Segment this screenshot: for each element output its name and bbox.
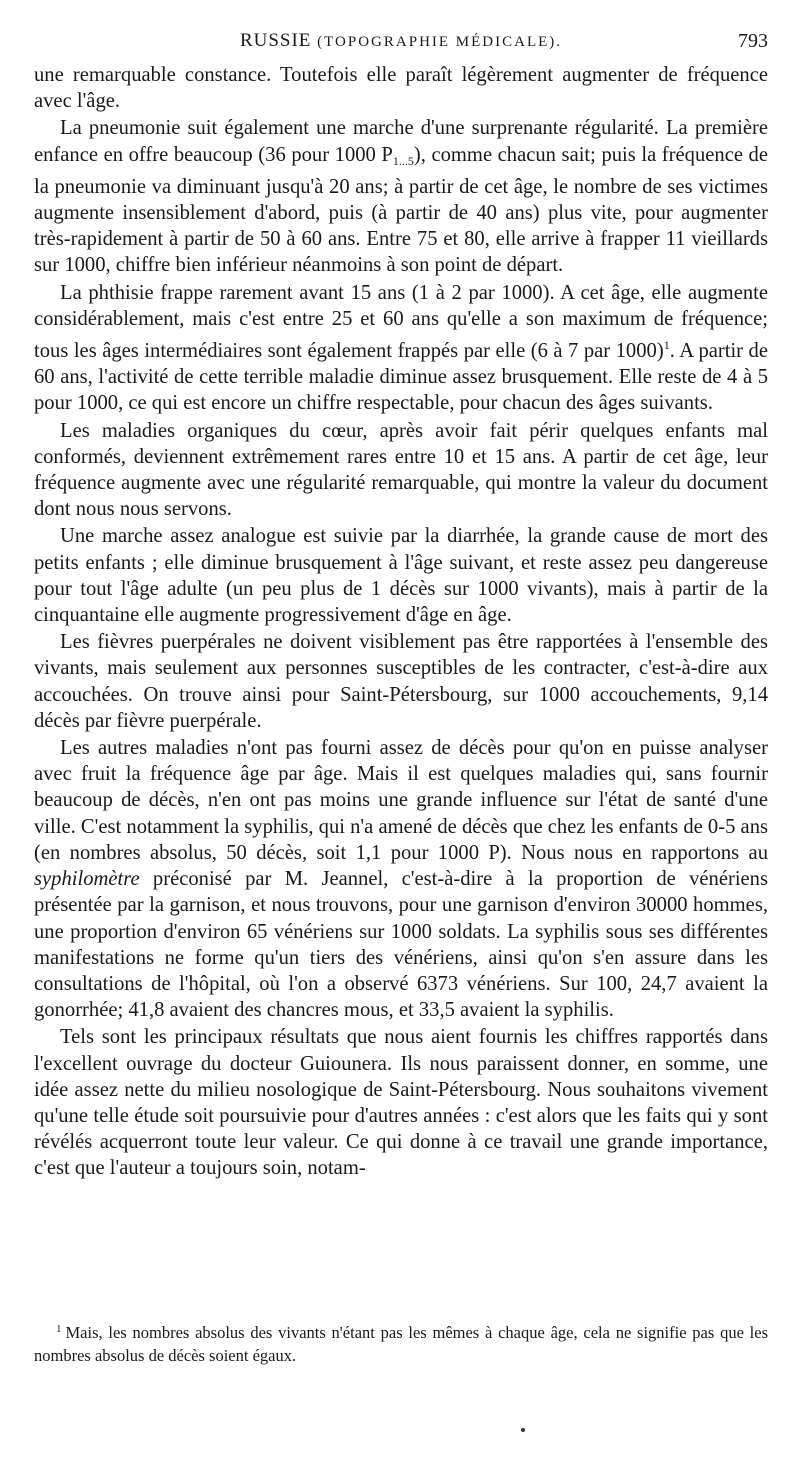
footnote-reference: 1 [663, 338, 670, 353]
footnote [34, 1318, 768, 1367]
paragraph-conclusion: Tels sont les principaux résultats que nous aient fournis les chiffres rapportés dans l'excellent ouvrage du docteur Guiounera. Ils nous paraissent donner, en somme, une idée assez nette du milieu nosologique de Saint-Pétersbourg. Nous souhaitons vivement qu'une telle étude soit poursuivie pour d'autres années : c'est alors que les faits qui y sont révélés acquerront toute leur valeur. Ce qui donne à ce travail une grande importance, c'est que l'auteur a toujours soin, notam- [34, 1026, 768, 1180]
print-dot-mark [521, 1428, 525, 1432]
page-number: 793 [738, 30, 768, 52]
running-title [34, 30, 768, 52]
italic-term-syphilometre: syphilomètre [34, 868, 140, 891]
paragraph-phthisie [34, 280, 768, 417]
paragraph-syphilis-part-b: préconisé par M. Jeannel, c'est-à-dire à la proportion de vénériens présentée par la garnison, et nous trouvons, pour une garnison d'environ 30000 hommes, une proportion d'environ 65 vénériens sur 1000 soldats. La syphilis sous ses différentes manifestations ne forme qu'un tiers des vénériens, ainsi qu'on s'en assure dans les consultations de l'hôpital, où l'on a observé 6373 vénériens. Sur 100, 24,7 avaient la gonorrhée; 41,8 avaient des chancres mous, et 33,5 avaient la syphilis. [34, 868, 768, 1022]
running-title-sub: (TOPOGRAPHIE MÉDICALE). [317, 34, 563, 50]
footnote-text: Mais, les nombres absolus des vivants n'étant pas les mêmes à chaque âge, cela ne signifie pas que les nombres absolus de décès soient égaux. [34, 1323, 768, 1365]
subscript-age-range: 1...5 [392, 153, 414, 168]
running-header [34, 28, 768, 58]
paragraph-phthisie-part-a: La phthisie frappe rarement avant 15 ans (1 à 2 par 1000). A cet âge, elle augmente considérablement, mais c'est entre 25 et 60 ans qu'elle a son maximum de fréquence; tous les âges intermédiaires sont également frappés par elle (6 à 7 par 1000) [34, 281, 768, 363]
paragraph-pneumonie [34, 115, 768, 278]
paragraph-syphilis-part-a: Les autres maladies n'ont pas fourni assez de décès pour qu'on en puisse analyser avec fruit la fréquence âge par âge. Mais il est quelques maladies qui, sans fournir beaucoup de décès, n'en ont pas moins une grande influence sur l'état de santé d'une ville. C'est notamment la syphilis, qui n'a amené de décès que chez les enfants de 0-5 ans (en nombres absolus, 50 décès, soit 1,1 pour 1000 P). Nous nous en rapportons au [34, 737, 768, 864]
running-title-main: RUSSIE [239, 30, 312, 51]
paragraph-coeur: Les maladies organiques du cœur, après avoir fait périr quelques enfants mal conformés, deviennent extrêmement rares entre 10 et 15 ans. A partir de cet âge, leur fréquence augmente avec une régularité remarquable, qui montre la valeur du document dont nous nous servons. [34, 419, 768, 521]
footnote-mark: 1 [56, 1323, 62, 1335]
paragraph-pneumonie-part-b: ), comme chacun sait; puis la fréquence de la pneumonie va diminuant jusqu'à 20 ans; à partir de cet âge, le nombre de ses victimes augmente insensiblement d'abord, puis (à partir de 40 ans) plus vite, pour augmenter très-rapidement à partir de 50 à 60 ans. Entre 75 et 80, elle arrive à frapper 11 vieillards sur 1000, chiffre bien inférieur néanmoins à son point de départ. [34, 143, 768, 277]
paragraph-continuation: une remarquable constance. Toutefois elle paraît légèrement augmenter de fréquence avec l'âge. [34, 64, 768, 113]
paragraph-phthisie-part-b: . A partir de 60 ans, l'activité de cette terrible maladie diminue assez brusquement. Elle reste de 4 à 5 pour 1000, ce qui est encore un chiffre respectable, pour chacun des âges suivants. [34, 340, 768, 415]
paragraph-pneumonie-part-a: La pneumonie suit également une marche d'une surprenante régularité. La première enfance en offre beaucoup (36 pour 1000 P [34, 117, 768, 166]
body-text [34, 62, 768, 1182]
paragraph-fievres-puerperales: Les fièvres puerpérales ne doivent visiblement pas être rapportées à l'ensemble des vivants, mais seulement aux personnes susceptibles de les contracter, c'est-à-dire aux accouchées. On trouve ainsi pour Saint-Pétersbourg, sur 1000 accouchements, 9,14 décès par fièvre puerpérale. [34, 631, 768, 732]
paragraph-diarrhee: Une marche assez analogue est suivie par la diarrhée, la grande cause de mort des petits enfants ; elle diminue brusquement à l'âge suivant, et reste assez peu dangereuse pour tout l'âge adulte (un peu plus de 1 décès sur 1000 vivants), mais à partir de la cinquantaine elle augmente progressivement d'âge en âge. [34, 525, 768, 627]
paragraph-syphilis [34, 735, 768, 1023]
